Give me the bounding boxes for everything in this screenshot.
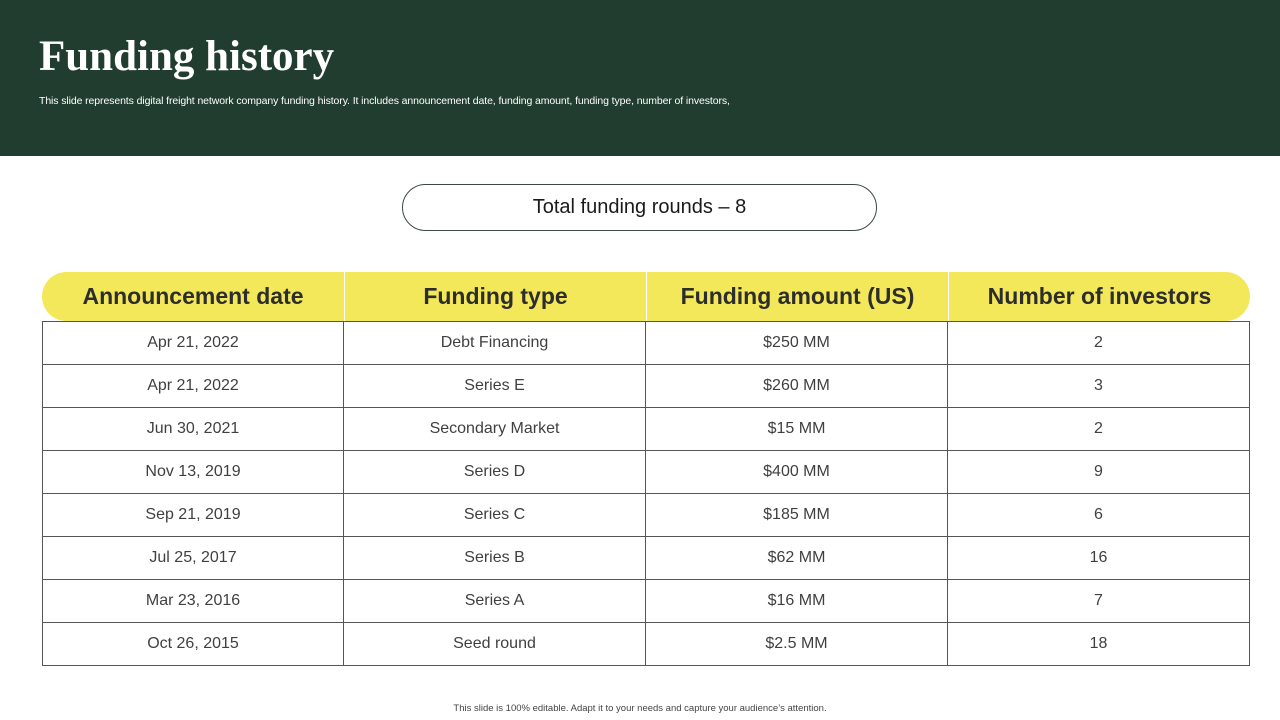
funding-type-cell: Series C bbox=[344, 494, 646, 536]
table-row bbox=[43, 494, 1250, 537]
funding-amount-cell: $16 MM bbox=[646, 580, 948, 622]
number-of-investors-cell: 16 bbox=[948, 537, 1250, 579]
table-row bbox=[43, 623, 1250, 666]
table-row bbox=[43, 321, 1250, 365]
announcement-date-cell: Jul 25, 2017 bbox=[43, 537, 344, 579]
funding-amount-cell: $185 MM bbox=[646, 494, 948, 536]
column-header-funding-amount: Funding amount (US) bbox=[646, 272, 948, 321]
announcement-date-cell: Jun 30, 2021 bbox=[43, 408, 344, 450]
column-header-number-of-investors: Number of investors bbox=[948, 272, 1250, 321]
column-header-announcement-date: Announcement date bbox=[82, 283, 304, 309]
table-row bbox=[43, 451, 1250, 494]
funding-type-cell: Series B bbox=[344, 537, 646, 579]
number-of-investors-cell: 9 bbox=[948, 451, 1250, 493]
funding-amount-cell: $400 MM bbox=[646, 451, 948, 493]
slide-title: Funding history bbox=[39, 33, 335, 80]
funding-type-cell: Debt Financing bbox=[344, 322, 646, 364]
total-funding-rounds-pill: Total funding rounds – 8 bbox=[402, 184, 877, 231]
slide-subtitle: This slide represents digital freight network company funding history. It includes announcement date, funding amount, funding type, number of investors, bbox=[39, 95, 730, 107]
announcement-date-cell: Apr 21, 2022 bbox=[43, 365, 344, 407]
number-of-investors-cell: 6 bbox=[948, 494, 1250, 536]
funding-history-table bbox=[42, 272, 1250, 666]
number-of-investors-cell: 18 bbox=[948, 623, 1250, 665]
funding-type-cell: Secondary Market bbox=[344, 408, 646, 450]
footer-note: This slide is 100% editable. Adapt it to your needs and capture your audience’s attention. bbox=[453, 703, 827, 714]
table-header-row bbox=[42, 272, 1250, 321]
funding-amount-cell: $15 MM bbox=[646, 408, 948, 450]
header-band bbox=[0, 0, 1280, 156]
announcement-date-cell: Apr 21, 2022 bbox=[43, 322, 344, 364]
number-of-investors-cell: 3 bbox=[948, 365, 1250, 407]
funding-type-cell: Series D bbox=[344, 451, 646, 493]
funding-amount-cell: $250 MM bbox=[646, 322, 948, 364]
funding-amount-cell: $2.5 MM bbox=[646, 623, 948, 665]
table-row bbox=[43, 537, 1250, 580]
table-row bbox=[43, 580, 1250, 623]
funding-amount-cell: $62 MM bbox=[646, 537, 948, 579]
funding-type-cell: Series A bbox=[344, 580, 646, 622]
announcement-date-cell: Nov 13, 2019 bbox=[43, 451, 344, 493]
funding-type-cell: Seed round bbox=[344, 623, 646, 665]
announcement-date-cell: Oct 26, 2015 bbox=[43, 623, 344, 665]
number-of-investors-cell: 2 bbox=[948, 408, 1250, 450]
announcement-date-cell: Sep 21, 2019 bbox=[43, 494, 344, 536]
table-row bbox=[43, 408, 1250, 451]
number-of-investors-cell: 2 bbox=[948, 322, 1250, 364]
table-row bbox=[43, 365, 1250, 408]
funding-type-cell: Series E bbox=[344, 365, 646, 407]
table-body bbox=[42, 321, 1250, 666]
announcement-date-cell: Mar 23, 2016 bbox=[43, 580, 344, 622]
funding-amount-cell: $260 MM bbox=[646, 365, 948, 407]
column-header-funding-type: Funding type bbox=[344, 272, 646, 321]
number-of-investors-cell: 7 bbox=[948, 580, 1250, 622]
